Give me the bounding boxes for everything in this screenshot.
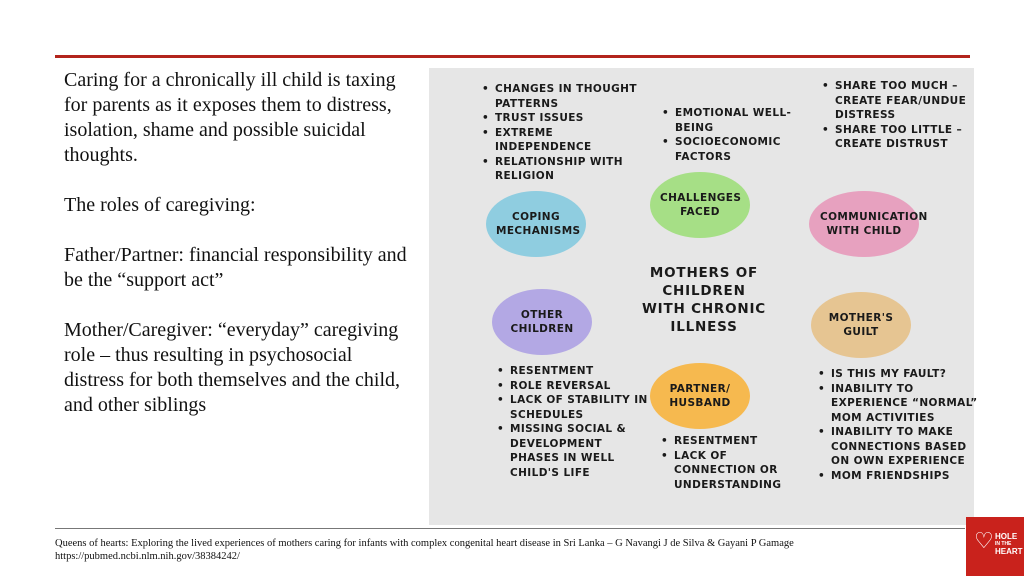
other-children-bubble bbox=[492, 289, 592, 355]
coping-list bbox=[481, 82, 645, 184]
bubble-label: PARTNER/ HUSBAND bbox=[669, 382, 731, 409]
footer-divider bbox=[55, 528, 965, 529]
list-item: • SHARE TOO MUCH – CREATE FEAR/UNDUE DISTRESS bbox=[835, 79, 975, 123]
mothers-guilt-bubble bbox=[811, 292, 911, 358]
list-item: • TRUST ISSUES bbox=[495, 111, 645, 126]
mothers-infographic bbox=[429, 68, 978, 525]
roles-heading: The roles of caregiving: bbox=[64, 194, 256, 216]
list-item: • RESENTMENT bbox=[510, 364, 650, 379]
challenges-faced-bubble bbox=[650, 172, 750, 238]
list-item: • RELATIONSHIP WITH RELIGION bbox=[495, 155, 645, 184]
list-item: • CHANGES IN THOUGHT PATTERNS bbox=[495, 82, 645, 111]
heart-hands-icon: ♡ bbox=[974, 528, 994, 553]
coping-mechanisms-bubble bbox=[486, 191, 586, 257]
bubble-label: MOTHER'S GUILT bbox=[828, 311, 894, 338]
communication-list bbox=[821, 79, 975, 152]
mother-role-paragraph: Mother/Caregiver: “everyday” caregiving role – thus resulting in psychosocial distress for both themselves and the child, and other siblings bbox=[64, 319, 401, 416]
citation-footer bbox=[55, 537, 960, 563]
communication-bubble bbox=[809, 191, 928, 257]
list-item: • LACK OF STABILITY IN SCHEDULES bbox=[510, 393, 650, 422]
body-text bbox=[64, 68, 414, 443]
list-item: • INABILITY TO EXPERIENCE “NORMAL” MOM ACTIVITIES bbox=[831, 382, 981, 426]
list-item: • SHARE TOO LITTLE – CREATE DISTRUST bbox=[835, 123, 975, 152]
list-item: • MOM FRIENDSHIPS bbox=[831, 469, 981, 484]
list-item: • SOCIOECONOMIC FACTORS bbox=[675, 135, 815, 164]
father-role-paragraph: Father/Partner: financial responsibility and be the “support act” bbox=[64, 244, 407, 291]
list-item: • MISSING SOCIAL & DEVELOPMENT PHASES IN WELL CHILD'S LIFE bbox=[510, 422, 650, 480]
challenges-list bbox=[661, 106, 815, 164]
bubble-label: CHALLENGES FACED bbox=[660, 191, 742, 218]
partner-husband-bubble bbox=[650, 363, 750, 429]
list-item: • ROLE REVERSAL bbox=[510, 379, 650, 394]
list-item: • RESENTMENT bbox=[674, 434, 804, 449]
bubble-label: COMMUNICATION WITH CHILD bbox=[820, 210, 928, 237]
other-children-list bbox=[496, 364, 650, 480]
hole-in-the-heart-logo bbox=[966, 517, 1024, 576]
partner-list bbox=[660, 434, 804, 492]
citation-text: Queens of hearts: Exploring the lived experiences of mothers caring for infants with complex congenital heart disease in Sri Lanka – G Navangi J de Silva & Gayani P Gamage bbox=[55, 538, 794, 549]
center-title: MOTHERS OF CHILDREN WITH CHRONIC ILLNESS bbox=[641, 265, 767, 335]
bubble-label: COPING MECHANISMS bbox=[496, 210, 581, 237]
bubble-label: OTHER CHILDREN bbox=[510, 308, 574, 335]
logo-wordmark: HOLE IN THE HEART bbox=[995, 532, 1023, 556]
list-item: • INABILITY TO MAKE CONNECTIONS BASED ON OWN EXPERIENCE bbox=[831, 425, 981, 469]
list-item: • EXTREME INDEPENDENCE bbox=[495, 126, 645, 155]
list-item: • IS THIS MY FAULT? bbox=[831, 367, 981, 382]
intro-paragraph: Caring for a chronically ill child is taxing for parents as it exposes them to distress, isolation, shame and possible suicidal thoughts. bbox=[64, 69, 396, 166]
title-divider bbox=[55, 55, 970, 58]
list-item: • EMOTIONAL WELL-BEING bbox=[675, 106, 815, 135]
mothers-guilt-list bbox=[817, 367, 981, 483]
citation-url[interactable]: https://pubmed.ncbi.nlm.nih.gov/38384242/ bbox=[55, 551, 240, 562]
list-item: • LACK OF CONNECTION OR UNDERSTANDING bbox=[674, 449, 804, 493]
